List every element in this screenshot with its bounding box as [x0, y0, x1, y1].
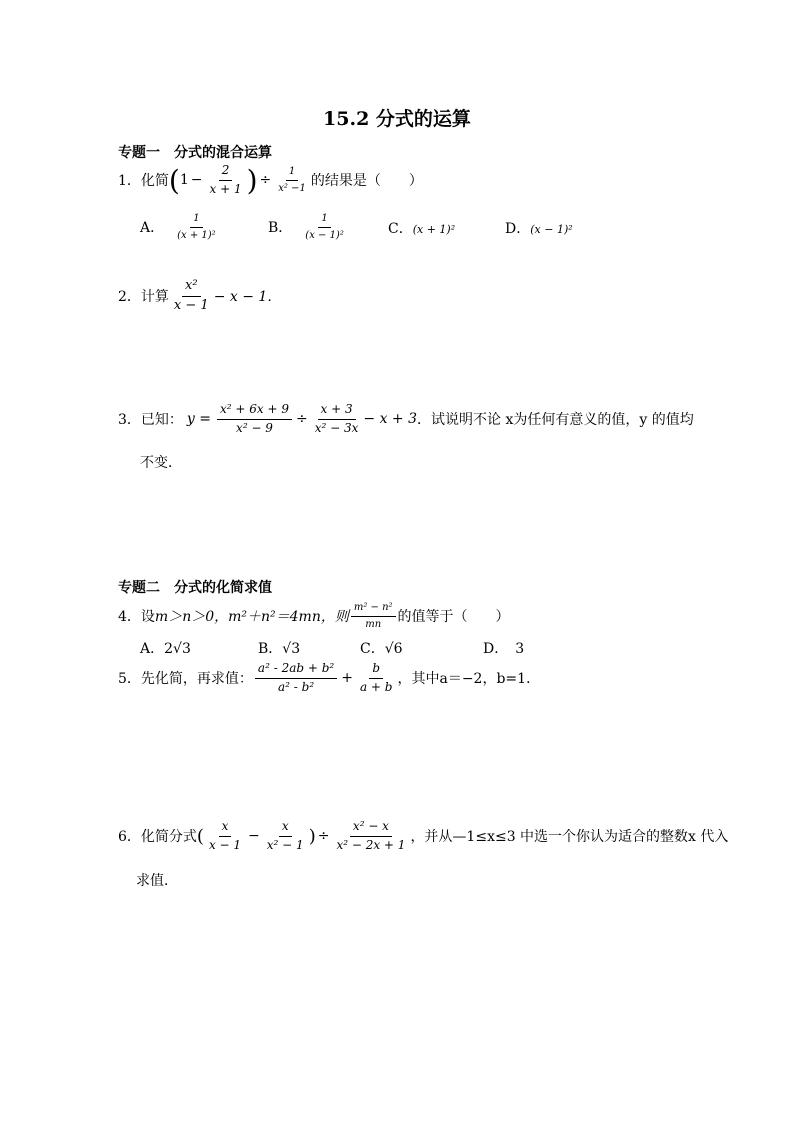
page-title: 15.2 分式的运算: [323, 108, 471, 130]
q1-option-a: A． $\frac{1}{\text{(x + 1)²}}$: [140, 213, 216, 241]
q4-option-b: B．√3: [258, 641, 301, 657]
q1-option-c: C．(x + 1)²: [388, 221, 456, 237]
q1-label: 1．化简: [118, 173, 169, 189]
q1-fraction-2: $\frac{1}{\text{x² −1}}$: [278, 166, 306, 194]
q1-option-d: D．(x − 1)²: [505, 221, 573, 237]
section-heading-2: 专题二 分式的化简求值: [118, 580, 272, 596]
q4-option-d: D． 3: [483, 641, 525, 657]
q1-fraction-1: $\frac{2}{x + 1}$: [209, 162, 242, 196]
q4-option-c: C．√6: [360, 641, 403, 657]
question-6: 6．化简分式 ( $\frac{x}{x - 1}$ − $\frac{x}{\text{x² − 1}}$ ) ÷ $\frac{\text{x² − x}}{\text{x² − 2x + 1}}$ ，并从—1≤x≤3 中选一个你认为适合的整数x 代入: [118, 818, 729, 852]
q3-line-2: 不变．: [140, 455, 182, 471]
question-5: 5．先化简，再求值： $\frac{\text{a² - 2ab + b²}}{\text{a² - b²}}$ + $\frac{b}{a + b}$ ，其中a＝−2，b=1．: [118, 660, 541, 694]
question-3: 3．已知： y = $\frac{\text{x² + 6x + 9}}{\text{x² − 9}}$ ÷ $\frac{x + 3}{\text{x² − 3x}}$ − x + 3 ．试说明不论 x为任何有意义的值，y 的值均: [118, 401, 694, 435]
q1-option-b: B． $\frac{1}{\text{(x − 1)²}}$: [268, 213, 344, 241]
q6-line-2: 求值．: [136, 873, 178, 889]
q4-option-a: A．2√3: [140, 641, 191, 657]
question-1: 1．化简 ( 1 − $\frac{2}{x + 1}$ ) ÷ $\frac{1}{\text{x² −1}}$ 的结果是（ ）: [118, 162, 423, 197]
section-heading-1: 专题一 分式的混合运算: [118, 145, 272, 161]
question-2: 2．计算 $\frac{\text{x²}}{x - 1}$ − x − 1．: [118, 277, 282, 313]
question-4: 4．设 m＞n＞0，m²＋n²＝4mn，则 $\frac{\text{m² − n²}}{mn}$ 的值等于（ ）: [118, 602, 510, 630]
